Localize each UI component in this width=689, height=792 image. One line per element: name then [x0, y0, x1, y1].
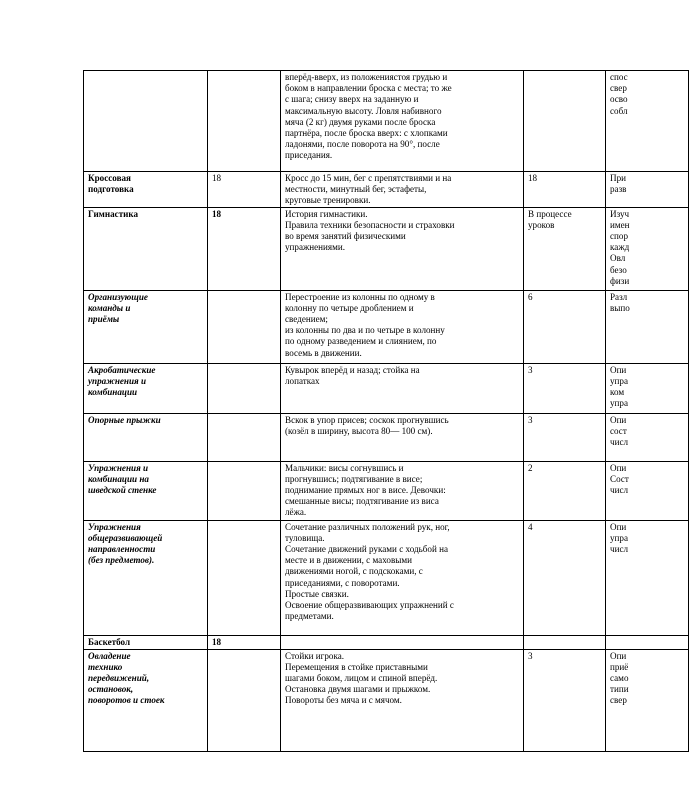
content-line: Перестроение из колонны по одному в [285, 291, 435, 302]
content-line: Простые связки. [285, 588, 349, 599]
activity-line: само [610, 673, 629, 684]
activity-cell [606, 413, 689, 461]
activity-line: упра [610, 532, 628, 543]
content-cell [281, 461, 524, 520]
table-row [84, 172, 689, 208]
section-title-line: Гимнастика [88, 208, 139, 219]
section-cell [84, 71, 208, 172]
hours-cell [208, 363, 281, 413]
content-line: из колонны по два и по четыре в колонну [285, 325, 445, 336]
content-line: партнёра, после броска вверх: с хлопками [285, 128, 448, 139]
lesson-count-line: 18 [528, 173, 538, 183]
hours-cell [208, 413, 281, 461]
table-row [84, 635, 689, 649]
table-row [84, 290, 689, 363]
content-line: упражнениями. [285, 242, 345, 253]
activity-line: имен [610, 219, 630, 230]
section-cell [84, 649, 208, 751]
section-title-line: поворотов и стоек [88, 695, 165, 706]
table-row [84, 207, 689, 290]
hours-value: 18 [212, 173, 222, 183]
activity-line: осво [610, 94, 628, 105]
activity-cell [606, 363, 689, 413]
activity-line: числ [610, 485, 629, 496]
section-title-line: шведской стенке [88, 485, 157, 496]
content-line: приседаниями, с поворотами. [285, 577, 400, 588]
lesson-count-cell [524, 461, 606, 520]
activity-line: Сост [610, 473, 629, 484]
content-line: (козёл в ширину, высота 80— 100 см). [285, 425, 433, 436]
content-line: История гимнастики. [285, 208, 368, 219]
content-line: туловища. [285, 532, 325, 543]
content-line: мяча (2 кг) двумя руками после броска [285, 116, 436, 127]
curriculum-table [83, 70, 689, 752]
activity-line: Опи [610, 521, 627, 532]
content-cell [281, 207, 524, 290]
activity-cell [606, 520, 689, 635]
lesson-count-line: 3 [528, 650, 533, 661]
content-line: Кувырок вперёд и назад; стойка на [285, 364, 420, 375]
content-line: круговые тренировки. [285, 195, 371, 206]
activity-line: Опи [610, 462, 627, 473]
section-cell [84, 413, 208, 461]
content-line: восемь в движении. [285, 347, 362, 358]
content-line: Повороты без мяча и с мячом. [285, 695, 402, 706]
section-cell [84, 363, 208, 413]
activity-cell [606, 172, 689, 208]
activity-line: собл [610, 105, 628, 116]
activity-line: приё [610, 661, 629, 672]
lesson-count-cell [524, 363, 606, 413]
hours-cell [208, 520, 281, 635]
hours-cell [208, 207, 281, 290]
section-title-line: подготовка [88, 184, 134, 195]
lesson-count-line: 2 [528, 462, 533, 473]
content-line: Вскок в упор присев; соскок прогнувшись [285, 414, 449, 425]
content-line: Правила техники безопасности и страховки [285, 219, 455, 230]
activity-line: типи [610, 684, 629, 695]
content-line: по одному разведением и слиянием, по [285, 336, 437, 347]
content-line: смешанные висы; подтягивание из виса [285, 496, 439, 507]
content-line: Сочетание различных положений рук, ног, [285, 521, 450, 532]
section-title-line: комбинации на [88, 473, 149, 484]
activity-line: разв [610, 184, 627, 195]
content-cell [281, 290, 524, 363]
content-line: прогнувшись; подтягивание в висе; [285, 473, 423, 484]
section-cell [84, 520, 208, 635]
activity-line: Разл [610, 291, 628, 302]
hours-value: 18 [212, 208, 222, 219]
hours-cell [208, 71, 281, 172]
content-line: Стойки игрока. [285, 650, 345, 661]
section-title-line: остановок, [88, 684, 134, 695]
lesson-count-cell [524, 207, 606, 290]
activity-cell [606, 207, 689, 290]
activity-cell [606, 649, 689, 751]
section-cell [84, 172, 208, 208]
table-row [84, 363, 689, 413]
section-cell [84, 461, 208, 520]
content-cell [281, 649, 524, 751]
activity-line: свер [610, 695, 627, 706]
curriculum-table-body [84, 71, 689, 752]
table-row [84, 461, 689, 520]
section-title-line: команды и [88, 302, 131, 313]
content-line: боком в направлении броска с места; то же [285, 83, 452, 94]
content-line: шагами боком, лицом и спиной вперёд. [285, 673, 438, 684]
content-cell [281, 520, 524, 635]
content-line: Остановка двумя шагами и прыжком. [285, 684, 431, 695]
lesson-count-line: 3 [528, 364, 533, 375]
hours-cell [208, 461, 281, 520]
activity-line: упра [610, 375, 628, 386]
lesson-count-line: 3 [528, 414, 533, 425]
section-title-line: передвижений, [88, 673, 150, 684]
lesson-count-line: 4 [528, 521, 533, 532]
lesson-count-cell [524, 413, 606, 461]
content-line: месте и в движении, с маховыми [285, 555, 412, 566]
section-title-line: упражнения и [88, 375, 147, 386]
hours-cell [208, 290, 281, 363]
table-row [84, 520, 689, 635]
lesson-count-cell [524, 649, 606, 751]
content-cell [281, 635, 524, 649]
content-line: Мальчики: висы согнувшись и [285, 462, 404, 473]
content-line: лопатках [285, 375, 320, 386]
activity-line: свер [610, 83, 627, 94]
content-line: местности, минутный бег, эстафеты, [285, 184, 427, 195]
section-title-line: Овладение [88, 650, 131, 661]
activity-line: упра [610, 398, 628, 409]
section-title-line: Опорные прыжки [88, 414, 161, 425]
activity-line: кажд [610, 242, 630, 253]
section-title-line: Упражнения и [88, 462, 149, 473]
content-line: приседания. [285, 150, 333, 161]
section-title-line: комбинации [88, 387, 138, 398]
content-line: колонну по четыре дроблением и [285, 302, 414, 313]
activity-line: числ [610, 544, 629, 555]
table-row [84, 71, 689, 172]
section-title-line: Акробатические [88, 364, 156, 375]
content-line: Освоение общеразвивающих упражнений с [285, 600, 454, 611]
lesson-count-line: В процессе [528, 208, 572, 219]
lesson-count-line: 6 [528, 291, 533, 302]
activity-line: безо [610, 264, 627, 275]
section-cell [84, 290, 208, 363]
activity-cell [606, 461, 689, 520]
lesson-count-cell [524, 172, 606, 208]
content-line: максимальную высоту. Ловля набивного [285, 105, 442, 116]
content-cell [281, 363, 524, 413]
content-line: Перемещения в стойке приставными [285, 661, 428, 672]
content-line: поднимание прямых ног в висе. Девочки: [285, 485, 446, 496]
section-title-line: Баскетбол [88, 636, 131, 647]
content-line: предметами. [285, 611, 334, 622]
section-cell [84, 635, 208, 649]
activity-line: Овл [610, 253, 626, 264]
section-title-line: Кроссовая [88, 173, 131, 183]
activity-line: Опи [610, 414, 627, 425]
section-cell [84, 207, 208, 290]
hours-cell [208, 172, 281, 208]
content-cell [281, 71, 524, 172]
content-line: движениями ногой, с подскоками, с [285, 566, 423, 577]
activity-line: спос [610, 72, 628, 82]
activity-line: числ [610, 437, 629, 448]
content-line: сведением; [285, 314, 328, 325]
content-line: Сочетание движений руками с ходьбой на [285, 544, 448, 555]
lesson-count-cell [524, 290, 606, 363]
table-row [84, 413, 689, 461]
lesson-count-line: уроков [528, 219, 555, 230]
activity-cell [606, 290, 689, 363]
activity-cell [606, 635, 689, 649]
lesson-count-cell [524, 71, 606, 172]
content-line: ладонями, после поворота на 90°, после [285, 139, 440, 150]
content-line: вперёд-вверх, из положениястоя грудью и [285, 72, 448, 82]
hours-value: 18 [212, 636, 222, 647]
section-title-line: направленности [88, 544, 156, 555]
activity-line: ком [610, 387, 625, 398]
activity-line: При [610, 173, 626, 183]
content-cell [281, 413, 524, 461]
section-title-line: общеразвивающей [88, 532, 163, 543]
section-title-line: Упражнения [88, 521, 141, 532]
table-row [84, 649, 689, 751]
activity-line: выпо [610, 302, 630, 313]
lesson-count-cell [524, 520, 606, 635]
content-line: с шага; снизу вверх на заданную и [285, 94, 419, 105]
hours-cell [208, 649, 281, 751]
content-line: лёжа. [285, 507, 307, 518]
activity-line: физи [610, 275, 630, 286]
section-title-line: (без предметов). [88, 555, 155, 566]
activity-line: Опи [610, 650, 627, 661]
section-title-line: приёмы [88, 314, 120, 325]
activity-line: сост [610, 425, 627, 436]
content-line: во время занятий физическими [285, 231, 406, 242]
lesson-count-cell [524, 635, 606, 649]
hours-cell [208, 635, 281, 649]
content-cell [281, 172, 524, 208]
activity-cell [606, 71, 689, 172]
activity-line: спор [610, 231, 628, 242]
activity-line: Изуч [610, 208, 630, 219]
activity-line: Опи [610, 364, 627, 375]
content-line: Кросс до 15 мин, бег с препятствиями и на [285, 173, 452, 183]
section-title-line: технико [88, 661, 123, 672]
section-title-line: Организующие [88, 291, 148, 302]
